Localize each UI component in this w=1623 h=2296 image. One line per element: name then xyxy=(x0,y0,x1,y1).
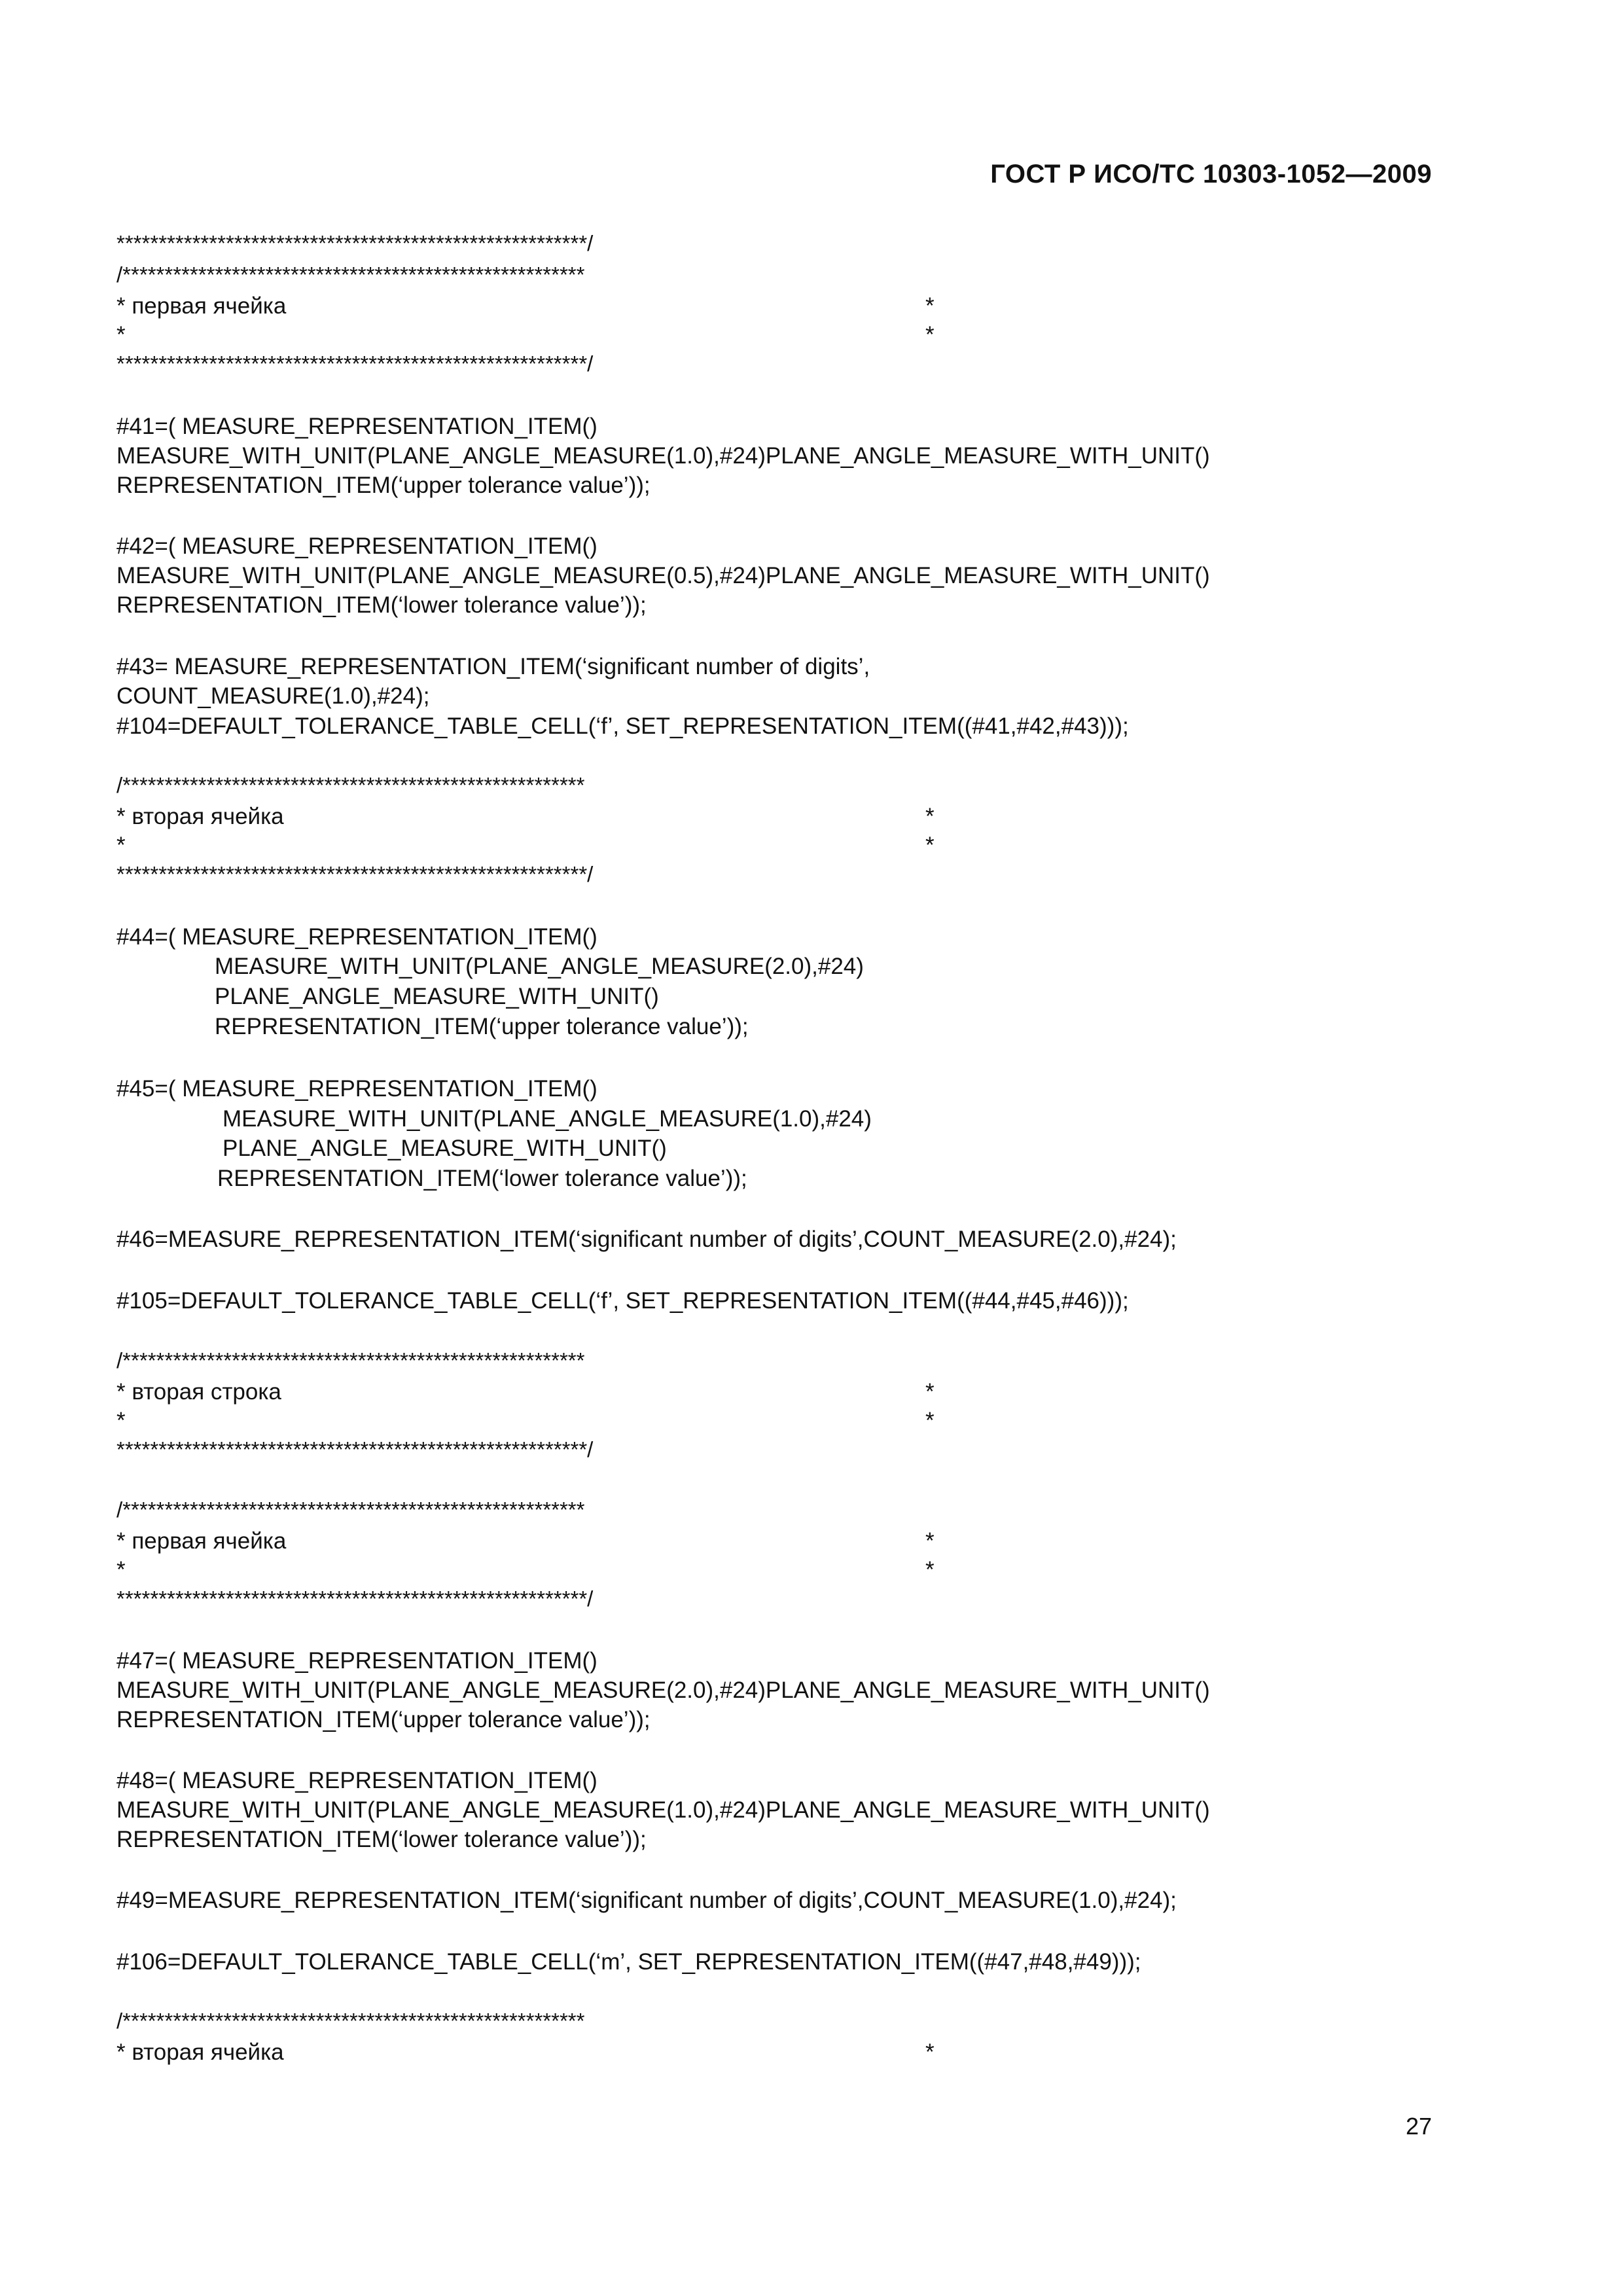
comment-edge-star: * xyxy=(925,833,935,858)
code-line: #47=( MEASURE_REPRESENTATION_ITEM() xyxy=(116,1648,597,1674)
comment-close-line: ********************************************************/ xyxy=(116,862,594,886)
comment-second-cell: * вторая ячейка xyxy=(116,804,284,829)
code-line: MEASURE_WITH_UNIT(PLANE_ANGLE_MEASURE(1.0),#24) xyxy=(223,1106,872,1132)
comment-star-left: * xyxy=(116,1557,126,1583)
code-line: MEASURE_WITH_UNIT(PLANE_ANGLE_MEASURE(2.0),#24)PLANE_ANGLE_MEASURE_WITH_UNIT() xyxy=(116,1677,1210,1703)
code-line: REPRESENTATION_ITEM(‘lower tolerance value’)); xyxy=(217,1166,747,1191)
comment-open-line: /******************************************************* xyxy=(116,1498,585,1522)
comment-close-line: ********************************************************/ xyxy=(116,1587,594,1611)
comment-star-left: * xyxy=(116,833,126,858)
comment-open-line: /******************************************************* xyxy=(116,773,585,797)
comment-close-line: ********************************************************/ xyxy=(116,351,594,376)
code-line: MEASURE_WITH_UNIT(PLANE_ANGLE_MEASURE(2.0),#24) xyxy=(215,954,864,979)
code-line: #43= MEASURE_REPRESENTATION_ITEM(‘significant number of digits’, xyxy=(116,654,870,679)
comment-edge-star: * xyxy=(925,1528,935,1554)
comment-edge-star: * xyxy=(925,804,935,829)
comment-open-line: /******************************************************* xyxy=(116,262,585,287)
comment-second-cell: * вторая ячейка xyxy=(116,2039,284,2065)
code-line: MEASURE_WITH_UNIT(PLANE_ANGLE_MEASURE(1.0),#24)PLANE_ANGLE_MEASURE_WITH_UNIT() xyxy=(116,443,1210,469)
comment-star-left: * xyxy=(116,322,126,348)
comment-edge-star: * xyxy=(925,2039,935,2065)
comment-edge-star: * xyxy=(925,1379,935,1405)
code-line: PLANE_ANGLE_MEASURE_WITH_UNIT() xyxy=(223,1136,667,1161)
code-line: #105=DEFAULT_TOLERANCE_TABLE_CELL(‘f’, SET_REPRESENTATION_ITEM((#44,#45,#46))); xyxy=(116,1288,1129,1314)
code-line: #104=DEFAULT_TOLERANCE_TABLE_CELL(‘f’, SET_REPRESENTATION_ITEM((#41,#42,#43))); xyxy=(116,713,1129,739)
code-line: #45=( MEASURE_REPRESENTATION_ITEM() xyxy=(116,1076,597,1102)
comment-star-left: * xyxy=(116,1408,126,1433)
comment-open-line: /******************************************************* xyxy=(116,1348,585,1372)
code-line: REPRESENTATION_ITEM(‘upper tolerance value’)); xyxy=(215,1014,749,1039)
code-line: MEASURE_WITH_UNIT(PLANE_ANGLE_MEASURE(0.5),#24)PLANE_ANGLE_MEASURE_WITH_UNIT() xyxy=(116,563,1210,588)
code-line: #48=( MEASURE_REPRESENTATION_ITEM() xyxy=(116,1768,597,1793)
code-line: REPRESENTATION_ITEM(‘lower tolerance value’)); xyxy=(116,592,647,618)
comment-first-cell: * первая ячейка xyxy=(116,1528,287,1554)
standard-designation: ГОСТ Р ИСО/ТС 10303-1052—2009 xyxy=(990,160,1432,188)
code-line: #44=( MEASURE_REPRESENTATION_ITEM() xyxy=(116,924,597,950)
code-line: PLANE_ANGLE_MEASURE_WITH_UNIT() xyxy=(215,984,659,1009)
comment-edge-star: * xyxy=(925,1557,935,1583)
code-line: MEASURE_WITH_UNIT(PLANE_ANGLE_MEASURE(1.0),#24)PLANE_ANGLE_MEASURE_WITH_UNIT() xyxy=(116,1797,1210,1823)
code-line: #106=DEFAULT_TOLERANCE_TABLE_CELL(‘m’, SET_REPRESENTATION_ITEM((#47,#48,#49))); xyxy=(116,1949,1141,1975)
page-number: 27 xyxy=(1405,2113,1432,2140)
code-line: #49=MEASURE_REPRESENTATION_ITEM(‘significant number of digits’,COUNT_MEASURE(1.0),#24); xyxy=(116,1888,1177,1913)
comment-first-cell: * первая ячейка xyxy=(116,293,287,319)
comment-open-line: /******************************************************* xyxy=(116,2009,585,2033)
code-line: #41=( MEASURE_REPRESENTATION_ITEM() xyxy=(116,414,597,439)
comment-close-line: ********************************************************/ xyxy=(116,231,594,255)
comment-edge-star: * xyxy=(925,1408,935,1433)
comment-edge-star: * xyxy=(925,322,935,348)
code-line: REPRESENTATION_ITEM(‘upper tolerance value’)); xyxy=(116,473,651,498)
comment-second-row: * вторая строка xyxy=(116,1379,281,1405)
code-line: REPRESENTATION_ITEM(‘lower tolerance value’)); xyxy=(116,1827,647,1852)
code-line: COUNT_MEASURE(1.0),#24); xyxy=(116,683,430,709)
code-line: #46=MEASURE_REPRESENTATION_ITEM(‘significant number of digits’,COUNT_MEASURE(2.0),#24); xyxy=(116,1227,1177,1252)
comment-edge-star: * xyxy=(925,293,935,319)
code-line: REPRESENTATION_ITEM(‘upper tolerance value’)); xyxy=(116,1707,651,1732)
comment-close-line: ********************************************************/ xyxy=(116,1437,594,1462)
code-line: #42=( MEASURE_REPRESENTATION_ITEM() xyxy=(116,533,597,559)
